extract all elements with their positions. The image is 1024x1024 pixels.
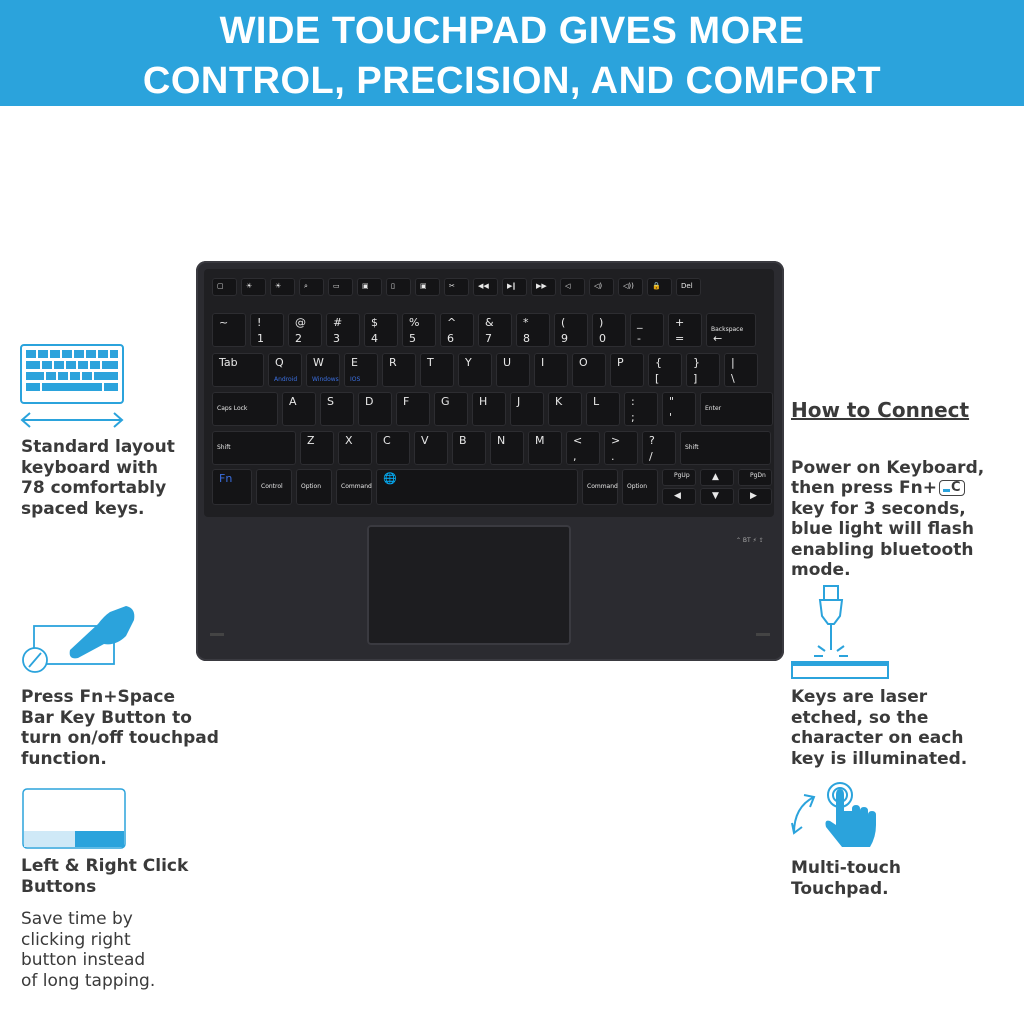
keyboard-key — [376, 469, 578, 505]
keyboard-key — [212, 313, 246, 347]
keyboard-key — [336, 469, 372, 505]
keyboard-key — [560, 278, 585, 296]
key-secondary-label: - — [637, 332, 641, 345]
touchpad-finger-icon — [18, 602, 138, 676]
key-os-label: Windows — [312, 376, 339, 383]
key-label: ) — [599, 316, 604, 329]
multi-touch-text: Multi-touch Touchpad. — [791, 858, 901, 899]
key-label: L — [593, 395, 600, 408]
keyboard-key — [212, 353, 264, 387]
keyboard-key — [676, 278, 701, 296]
key-label: < — [573, 434, 583, 447]
laser-etched-text: Keys are laser etched, so the character on each key is illuminated. — [791, 687, 968, 769]
keyboard-key — [402, 313, 436, 347]
key-label: V — [421, 434, 429, 447]
key-secondary-label: [ — [655, 372, 660, 385]
touchpad-toggle-text: Press Fn+Space Bar Key Button to turn on/off touchpad function. — [21, 687, 219, 769]
key-label: _ — [637, 316, 643, 329]
key-label: E — [351, 356, 358, 369]
keyboard-key — [364, 313, 398, 347]
key-label: ? — [649, 434, 655, 447]
keyboard-key — [472, 392, 506, 426]
keyboard-key — [622, 469, 658, 505]
key-label: U — [503, 356, 512, 369]
keyboard-key — [338, 431, 372, 465]
keyboard-key — [320, 392, 354, 426]
keyboard-key — [662, 469, 696, 486]
key-label: : — [631, 395, 635, 408]
key-label: Q — [275, 356, 284, 369]
key-label: ◀ — [674, 491, 681, 501]
keyboard-key — [662, 392, 696, 426]
keyboard-key — [582, 469, 618, 505]
key-label: Fn — [219, 472, 233, 485]
keyboard-key — [212, 431, 296, 465]
key-label: Command — [341, 483, 372, 490]
keyboard-key — [496, 353, 530, 387]
key-label: B — [459, 434, 467, 447]
key-label: ◁) — [594, 282, 603, 290]
keyboard-key — [212, 278, 237, 296]
key-secondary-label: 3 — [333, 332, 340, 345]
key-label: ~ — [219, 316, 229, 329]
key-label: { — [655, 356, 662, 369]
keyboard-key — [452, 431, 486, 465]
key-label: ( — [561, 316, 566, 329]
keyboard-key — [531, 278, 556, 296]
key-secondary-label: 0 — [599, 332, 606, 345]
keyboard-key — [268, 353, 302, 387]
connect-text-part-2: key for 3 seconds, blue light will flash enabling bluetooth mode. — [791, 498, 974, 580]
laser-etching-icon — [790, 584, 890, 684]
key-secondary-label: 5 — [409, 332, 416, 345]
key-label: ◁)) — [623, 282, 634, 290]
keyboard-key — [738, 469, 772, 486]
key-label: Y — [465, 356, 472, 369]
multi-touch-hand-icon — [790, 781, 882, 853]
keyboard-key — [589, 278, 614, 296]
key-label: Command — [587, 483, 618, 490]
key-label: X — [345, 434, 353, 447]
keyboard-key — [586, 392, 620, 426]
keyboard-key — [510, 392, 544, 426]
how-to-connect-title: How to Connect — [791, 398, 970, 422]
key-label: 🔒 — [652, 282, 661, 290]
key-label: ☀ — [246, 282, 253, 290]
key-label: 🌐 — [383, 472, 397, 485]
keyboard-key — [270, 278, 295, 296]
keyboard-key — [415, 278, 440, 296]
key-secondary-label: \ — [731, 372, 735, 385]
keyboard-key — [478, 313, 512, 347]
keyboard-key — [566, 431, 600, 465]
key-secondary-label: . — [611, 450, 615, 463]
key-label: ▼ — [712, 491, 719, 501]
key-label: M — [535, 434, 545, 447]
key-secondary-label: / — [649, 450, 653, 463]
keyboard-key — [458, 353, 492, 387]
click-buttons-title: Left & Right Click Buttons — [21, 856, 189, 897]
key-label: ▢ — [217, 282, 224, 290]
rubber-foot — [210, 633, 224, 636]
keyboard-key — [592, 313, 626, 347]
keyboard-key — [434, 392, 468, 426]
key-secondary-label: ; — [631, 411, 635, 424]
key-os-label: IOS — [350, 376, 361, 383]
keyboard-key — [700, 488, 734, 505]
keyboard-key — [662, 488, 696, 505]
key-label: ▶ — [750, 491, 757, 501]
keyboard-key — [490, 431, 524, 465]
keyboard-key — [326, 313, 360, 347]
key-label: Option — [301, 483, 322, 490]
key-label: Enter — [705, 405, 722, 412]
keyboard-key — [642, 431, 676, 465]
key-label: A — [289, 395, 297, 408]
keyboard-key — [624, 392, 658, 426]
connect-instructions — [791, 437, 984, 601]
keyboard-key — [300, 431, 334, 465]
keyboard-key — [647, 278, 672, 296]
key-label: Shift — [685, 444, 699, 451]
key-label: ☀ — [275, 282, 282, 290]
key-secondary-label: 1 — [257, 332, 264, 345]
key-label: | — [731, 356, 735, 369]
key-label: & — [485, 316, 494, 329]
keyboard-key — [548, 392, 582, 426]
key-label: PgDn — [750, 472, 766, 479]
keyboard-key — [299, 278, 324, 296]
keyboard-key — [250, 313, 284, 347]
key-label: Backspace — [711, 326, 744, 333]
click-buttons-icon — [22, 788, 126, 850]
keyboard-key — [358, 392, 392, 426]
key-label: O — [579, 356, 588, 369]
click-buttons-description: Save time by clicking right button instead of long tapping. — [21, 909, 156, 991]
keyboard-key — [444, 278, 469, 296]
banner-title-line-1: WIDE TOUCHPAD GIVES MORE — [219, 10, 805, 52]
key-os-label: Android — [274, 376, 298, 383]
keyboard-key — [241, 278, 266, 296]
touchpad — [367, 525, 571, 645]
keyboard-key — [554, 313, 588, 347]
keyboard-key — [386, 278, 411, 296]
keyboard-key — [440, 313, 474, 347]
key-label: F — [403, 395, 410, 408]
key-label: * — [523, 316, 529, 329]
key-label: P — [617, 356, 624, 369]
key-label: ▭ — [333, 282, 340, 290]
keyboard-key — [473, 278, 498, 296]
key-label: ▶‖ — [507, 282, 516, 290]
key-label: ⌕ — [304, 282, 308, 290]
key-label: Shift — [217, 444, 231, 451]
key-label: @ — [295, 316, 306, 329]
keyboard-deck — [204, 269, 774, 517]
keyboard-key — [630, 313, 664, 347]
keyboard-key — [382, 353, 416, 387]
keyboard-key — [534, 353, 568, 387]
key-label: I — [541, 356, 545, 369]
keyboard-key — [738, 488, 772, 505]
keyboard-key — [724, 353, 758, 387]
key-secondary-label: 7 — [485, 332, 492, 345]
key-secondary-label: 2 — [295, 332, 302, 345]
key-label: Option — [627, 483, 648, 490]
key-secondary-label: ' — [669, 411, 673, 424]
keyboard-key — [572, 353, 606, 387]
key-label: D — [365, 395, 374, 408]
key-label: } — [693, 356, 700, 369]
keyboard-key — [328, 278, 353, 296]
key-label: ▶▶ — [536, 282, 547, 290]
key-label: C — [383, 434, 391, 447]
keyboard-key — [528, 431, 562, 465]
key-label: > — [611, 434, 621, 447]
key-label: Tab — [219, 356, 238, 369]
keyboard-key — [618, 278, 643, 296]
key-secondary-label: ] — [693, 372, 698, 385]
keyboard-key — [502, 278, 527, 296]
key-secondary-label: , — [573, 450, 577, 463]
key-secondary-label: = — [675, 332, 685, 345]
key-label: ▣ — [420, 282, 427, 290]
key-label: J — [517, 395, 521, 408]
keyboard-key — [306, 353, 340, 387]
header-banner — [0, 0, 1024, 106]
banner-title-line-2: CONTROL, PRECISION, AND COMFORT — [142, 60, 882, 102]
key-label: PgUp — [674, 472, 690, 479]
keyboard-key — [648, 353, 682, 387]
keyboard-key — [344, 353, 378, 387]
keyboard-key — [420, 353, 454, 387]
keyboard-key — [376, 431, 410, 465]
keyboard-product-image — [196, 261, 784, 661]
keyboard-key — [700, 392, 773, 426]
key-label: Caps Lock — [217, 405, 248, 412]
key-label: K — [555, 395, 563, 408]
key-label: Control — [261, 483, 283, 490]
keyboard-key — [288, 313, 322, 347]
key-secondary-label: 6 — [447, 332, 454, 345]
key-label: ^ — [447, 316, 457, 329]
rubber-foot — [756, 633, 770, 636]
key-label: H — [479, 395, 488, 408]
key-label: Del — [681, 282, 693, 290]
keyboard-key — [212, 392, 278, 426]
connect-key-label: C — [950, 480, 961, 495]
key-label: ✂ — [449, 282, 455, 290]
key-label: ▣ — [362, 282, 369, 290]
keyboard-key — [680, 431, 771, 465]
keyboard-key — [700, 469, 734, 486]
keyboard-key — [686, 353, 720, 387]
key-secondary-label: ← — [713, 332, 723, 345]
keyboard-key — [282, 392, 316, 426]
key-label: Z — [307, 434, 315, 447]
keyboard-key — [414, 431, 448, 465]
key-label: % — [409, 316, 420, 329]
key-label: G — [441, 395, 450, 408]
keyboard-key — [516, 313, 550, 347]
key-label: ▯ — [391, 282, 395, 290]
key-label: ◀◀ — [478, 282, 489, 290]
key-label: W — [313, 356, 324, 369]
key-label: ▲ — [712, 472, 719, 482]
keyboard-key — [357, 278, 382, 296]
keyboard-key — [296, 469, 332, 505]
key-label: + — [675, 316, 685, 329]
key-label: ◁ — [565, 282, 571, 290]
keyboard-key — [396, 392, 430, 426]
key-label: " — [669, 395, 675, 408]
c-key-icon — [939, 480, 965, 496]
keyboard-key — [706, 313, 756, 347]
key-secondary-label: 4 — [371, 332, 378, 345]
key-secondary-label: 8 — [523, 332, 530, 345]
key-label: N — [497, 434, 506, 447]
keyboard-key — [610, 353, 644, 387]
key-secondary-label: 9 — [561, 332, 568, 345]
key-label: # — [333, 316, 343, 329]
key-label: T — [427, 356, 434, 369]
keyboard-key — [256, 469, 292, 505]
key-label: ! — [257, 316, 262, 329]
keyboard-key — [604, 431, 638, 465]
keyboard-key — [212, 469, 252, 505]
keyboard-key — [668, 313, 702, 347]
status-indicators: ⌃ BT ⚡ ⇪ — [736, 537, 764, 544]
key-label: $ — [371, 316, 378, 329]
connect-text-part-1: Power on Keyboard, then press Fn+ — [791, 457, 985, 498]
key-label: R — [389, 356, 397, 369]
keyboard-feature-text: Standard layout keyboard with 78 comfortably spaced keys. — [21, 437, 175, 519]
key-label: S — [327, 395, 334, 408]
keyboard-icon — [18, 343, 128, 435]
